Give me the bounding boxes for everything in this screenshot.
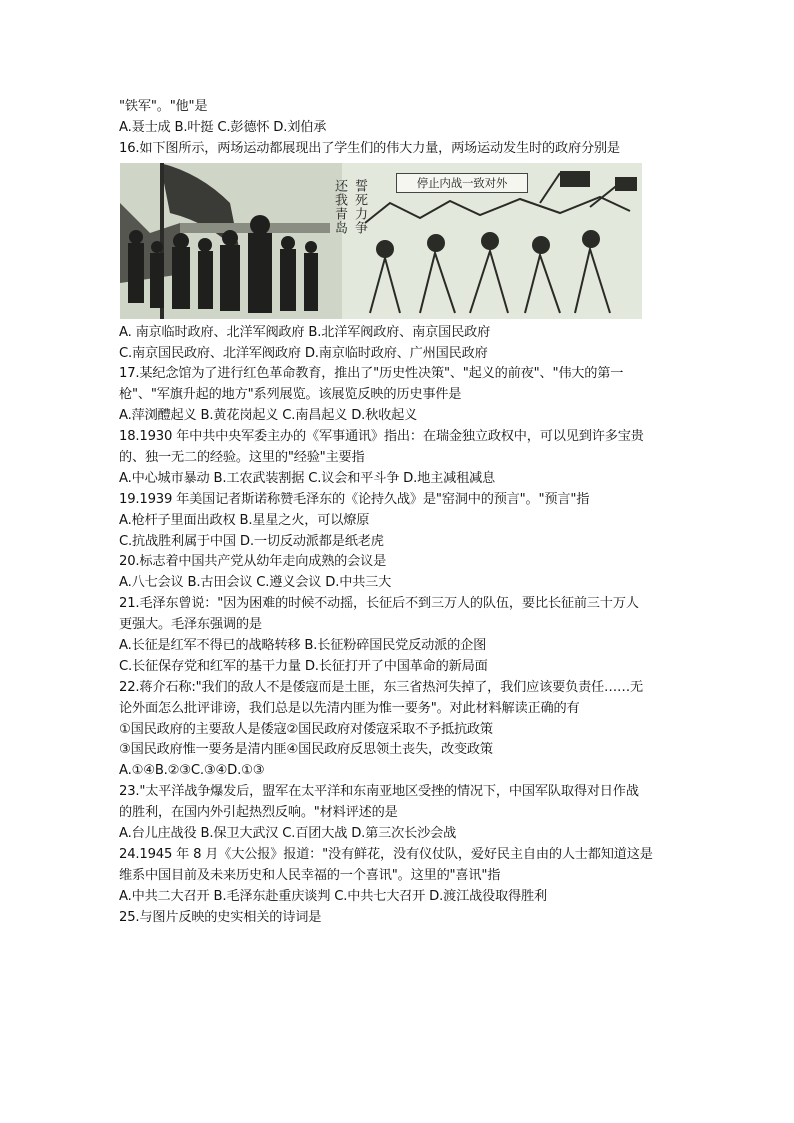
text-line: 22.蒋介石称:"我们的敌人不是倭寇而是土匪，东三省热河失掉了，我们应该要负责任……无 (119, 679, 644, 695)
text-line: A.萍浏醴起义 B.黄花岗起义 C.南昌起义 D.秋收起义 (119, 408, 418, 424)
text-line: A.八七会议 B.古田会议 C.遵义会议 D.中共三大 (119, 575, 392, 591)
text-line: A.①④B.②③C.③④D.①③ (119, 763, 265, 779)
text-line: "铁军"。"他"是 (119, 99, 208, 114)
text-line: 20.标志着中国共产党从幼年走向成熟的会议是 (119, 554, 387, 570)
text-lines-bottom (119, 323, 679, 929)
text-line: 16.如下图所示，两场运动都展现出了学生们的伟大力量，两场运动发生时的政府分别是 (119, 140, 620, 156)
text-line: ③国民政府惟一要务是清内匪④国民政府反思领土丧失，改变政策 (119, 742, 493, 758)
text-line: 维系中国目前及未来历史和人民幸福的一个喜讯"。这里的"喜讯"指 (119, 867, 501, 883)
text-line: A.聂士成 B.叶挺 C.彭德怀 D.刘伯承 (119, 119, 327, 135)
text-line: ①国民政府的主要敌人是倭寇②国民政府对倭寇采取不予抵抗政策 (119, 721, 493, 737)
text-lines-top (119, 97, 679, 160)
text-line: A.枪杆子里面出政权 B.星星之火，可以燎原 (119, 512, 370, 528)
text-line: A.台儿庄战役 B.保卫大武汉 C.百团大战 D.第三次长沙会战 (119, 826, 457, 842)
text-line: A.中心城市暴动 B.工农武装割据 C.议会和平斗争 D.地主减租减息 (119, 470, 496, 486)
historical-photo-figure (120, 163, 642, 319)
text-line: 论外面怎么批评诽谤，我们总是以先清内匪为惟一要务"。对此材料解读正确的有 (119, 700, 580, 716)
text-line: A.长征是红军不得已的战略转移 B.长征粉碎国民党反动派的企图 (119, 638, 487, 654)
slogan-column-2: 还我青岛 (332, 178, 347, 235)
text-line: 23."太平洋战争爆发后，盟军在太平洋和东南亚地区受挫的情况下，中国军队取得对日作战 (119, 784, 639, 800)
text-line: 24.1945 年 8 月《大公报》报道："没有鲜花，没有仪仗队，爱好民主自由的人士都知道这是 (119, 846, 653, 862)
text-line: 更强大。毛泽东强调的是 (119, 617, 262, 633)
text-line: C.抗战胜利属于中国 D.一切反动派都是纸老虎 (119, 533, 384, 549)
text-line: 17.某纪念馆为了进行红色革命教育，推出了"历史性决策"、"起义的前夜"、"伟大的第一 (119, 366, 624, 382)
text-line: C.南京国民政府、北洋军阀政府 D.南京临时政府、广州国民政府 (119, 345, 488, 361)
protest-banner: 停止内战一致对外 (396, 173, 528, 193)
text-line: 19.1939 年美国记者斯诺称赞毛泽东的《论持久战》是"窑洞中的预言"。"预言"指 (119, 491, 590, 507)
text-line: A. 南京临时政府、北洋军阀政府 B.北洋军阀政府、南京国民政府 (119, 324, 491, 340)
text-line: 21.毛泽东曾说："因为困难的时候不动摇，长征后不到三万人的队伍，要比长征前三十万人 (119, 596, 639, 612)
question-text-block (119, 97, 679, 929)
text-line: 18.1930 年中共中央军委主办的《军事通讯》指出：在瑞金独立政权中，可以见到许多宝贵 (119, 429, 644, 445)
photo-illustration (120, 163, 642, 319)
text-line: A.中共二大召开 B.毛泽东赴重庆谈判 C.中共七大召开 D.渡江战役取得胜利 (119, 888, 547, 904)
text-line: 枪"、"军旗升起的地方"系列展览。该展览反映的历史事件是 (119, 387, 462, 403)
text-line: C.长征保存党和红军的基干力量 D.长征打开了中国革命的新局面 (119, 658, 488, 674)
slogan-column-1: 誓死力争 (352, 178, 367, 235)
text-line: 的、独一无二的经验。这里的"经验"主要指 (119, 450, 365, 466)
text-line: 25.与图片反映的史实相关的诗词是 (119, 909, 322, 925)
text-line: 的胜利，在国内外引起热烈反响。"材料评述的是 (119, 805, 398, 821)
